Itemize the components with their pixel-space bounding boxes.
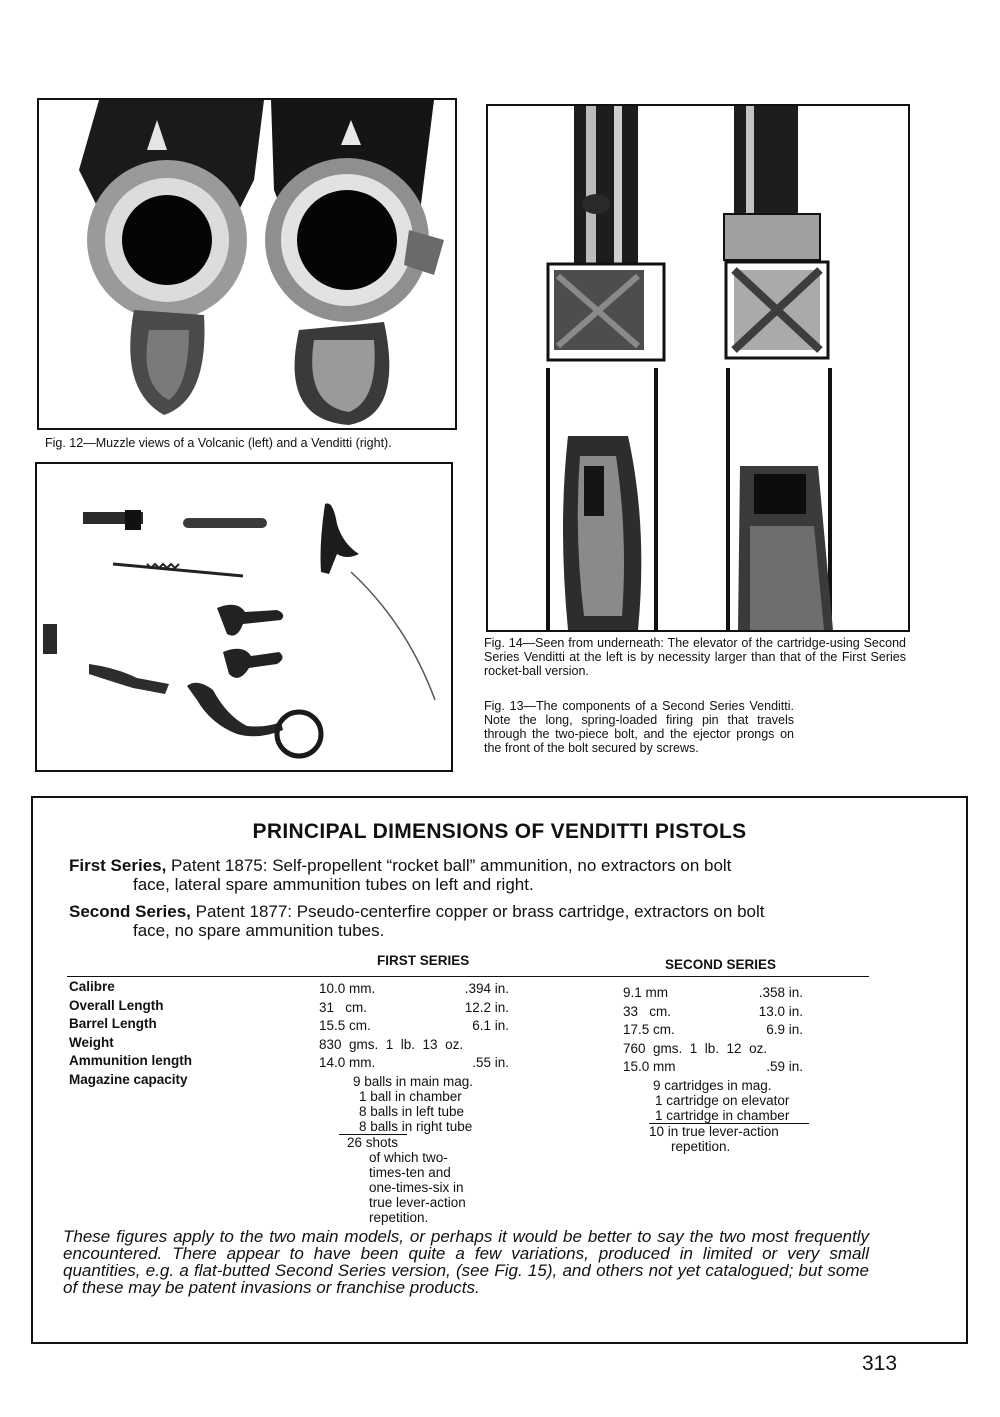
capacity-line: 1 ball in chamber — [359, 1089, 462, 1104]
capacity-line: repetition. — [369, 1210, 429, 1225]
row-label: Ammunition length — [69, 1053, 192, 1069]
first-series-text-cont: face, lateral spare ammunition tubes on left and right. — [133, 875, 534, 894]
column-header-second-series: SECOND SERIES — [665, 957, 777, 972]
value-imperial: .394 in. — [464, 981, 509, 996]
value-metric: 10.0 mm. — [319, 981, 376, 996]
capacity-line — [339, 1119, 473, 1134]
column-header-first-series: FIRST SERIES — [377, 953, 470, 968]
row-label: Barrel Length — [69, 1016, 157, 1032]
value-imperial: 6.1 in. — [472, 1018, 509, 1034]
row-label: Calibre — [69, 979, 115, 994]
table-footnote: These figures apply to the two main models, or perhaps it would be better to say the two most frequently encountered. There appear to have been quite a few variations, produced in limited or very small quantities, e.g. a flat-butted Second Series version, (see Fig. 15), and others not yet catalogued; but some of these may be patent invasions or franchise products. — [63, 1227, 869, 1297]
value-imperial: 6.9 in. — [766, 1022, 803, 1038]
capacity-line-text: 8 balls in right tube — [359, 1119, 473, 1134]
value-metric: 15.5 cm. — [319, 1018, 371, 1034]
value-metric: 14.0 mm. — [319, 1055, 376, 1071]
value-imperial: .55 in. — [472, 1055, 509, 1071]
second-series-capacity — [649, 1078, 809, 1154]
row-label: Weight — [69, 1034, 114, 1050]
fig13-caption: Fig. 13—The components of a Second Series Venditti. Note the long, spring-loaded firing pin that travels through the two-piece bolt, and the ejector prongs on the front of the bolt secured by screws. — [484, 699, 794, 755]
value-metric: 9.1 mm — [623, 985, 669, 1000]
value-metric: 17.5 cm. — [623, 1022, 675, 1038]
capacity-line: 9 cartridges in mag. — [653, 1078, 772, 1093]
row-labels — [69, 978, 239, 1090]
fig14-caption: Fig. 14—Seen from underneath: The elevator of the cartridge-using Second Series Venditti at the left is by necessity larger than that of the First Series rocket-ball version. — [484, 636, 906, 678]
page-number: 313 — [862, 1352, 898, 1375]
second-series-description — [69, 902, 871, 940]
capacity-line: 1 cartridge on elevator — [655, 1093, 790, 1108]
value-metric: 33 cm. — [623, 1003, 672, 1019]
capacity-line: repetition. — [671, 1139, 731, 1154]
value-imperial: 12.2 in. — [464, 999, 509, 1015]
capacity-line — [649, 1108, 809, 1123]
first-series-text: Patent 1875: Self-propellent “rocket ball” ammunition, no extractors on bolt — [166, 856, 732, 875]
second-series-text-cont: face, no spare ammunition tubes. — [133, 921, 385, 940]
value-imperial: .59 in. — [766, 1059, 803, 1075]
value-imperial: .358 in. — [758, 985, 803, 1000]
first-series-description — [69, 856, 871, 894]
value-metric: 830 gms. 1 lb. 13 oz. — [319, 1036, 464, 1052]
second-series-values — [623, 984, 803, 1077]
fig12-caption: Fig. 12—Muzzle views of a Volcanic (left) and a Venditti (right). — [45, 436, 392, 450]
first-series-capacity — [339, 1074, 473, 1225]
fig14-photo — [486, 104, 910, 632]
table-title: PRINCIPAL DIMENSIONS OF VENDITTI PISTOLS — [252, 820, 747, 843]
row-label: Magazine capacity — [69, 1071, 188, 1087]
header-rule — [67, 976, 869, 977]
first-series-values — [319, 980, 509, 1073]
second-series-text: Patent 1877: Pseudo-centerfire copper or brass cartridge, extractors on bolt — [190, 902, 765, 921]
value-metric: 760 gms. 1 lb. 12 oz. — [623, 1040, 768, 1056]
capacity-line: 10 in true lever-action — [649, 1123, 809, 1139]
fig13-photo — [35, 462, 453, 772]
value-imperial: 13.0 in. — [758, 1003, 803, 1019]
capacity-line: times-ten and — [369, 1165, 451, 1180]
capacity-line: 26 shots — [339, 1134, 407, 1150]
capacity-line: of which two- — [369, 1150, 448, 1165]
value-metric: 31 cm. — [319, 999, 368, 1015]
capacity-line: 8 balls in left tube — [359, 1104, 465, 1119]
capacity-line: true lever-action — [369, 1195, 466, 1210]
fig12-photo — [37, 98, 457, 430]
row-label: Overall Length — [69, 997, 164, 1013]
second-series-name: Second Series, — [69, 902, 191, 921]
capacity-line-text: 1 cartridge in chamber — [655, 1108, 790, 1123]
first-series-name: First Series, — [69, 856, 167, 875]
principal-dimensions-table — [31, 796, 968, 1344]
value-metric: 15.0 mm — [623, 1059, 676, 1075]
capacity-line: 9 balls in main mag. — [353, 1074, 474, 1089]
capacity-line: one-times-six in — [369, 1180, 464, 1195]
